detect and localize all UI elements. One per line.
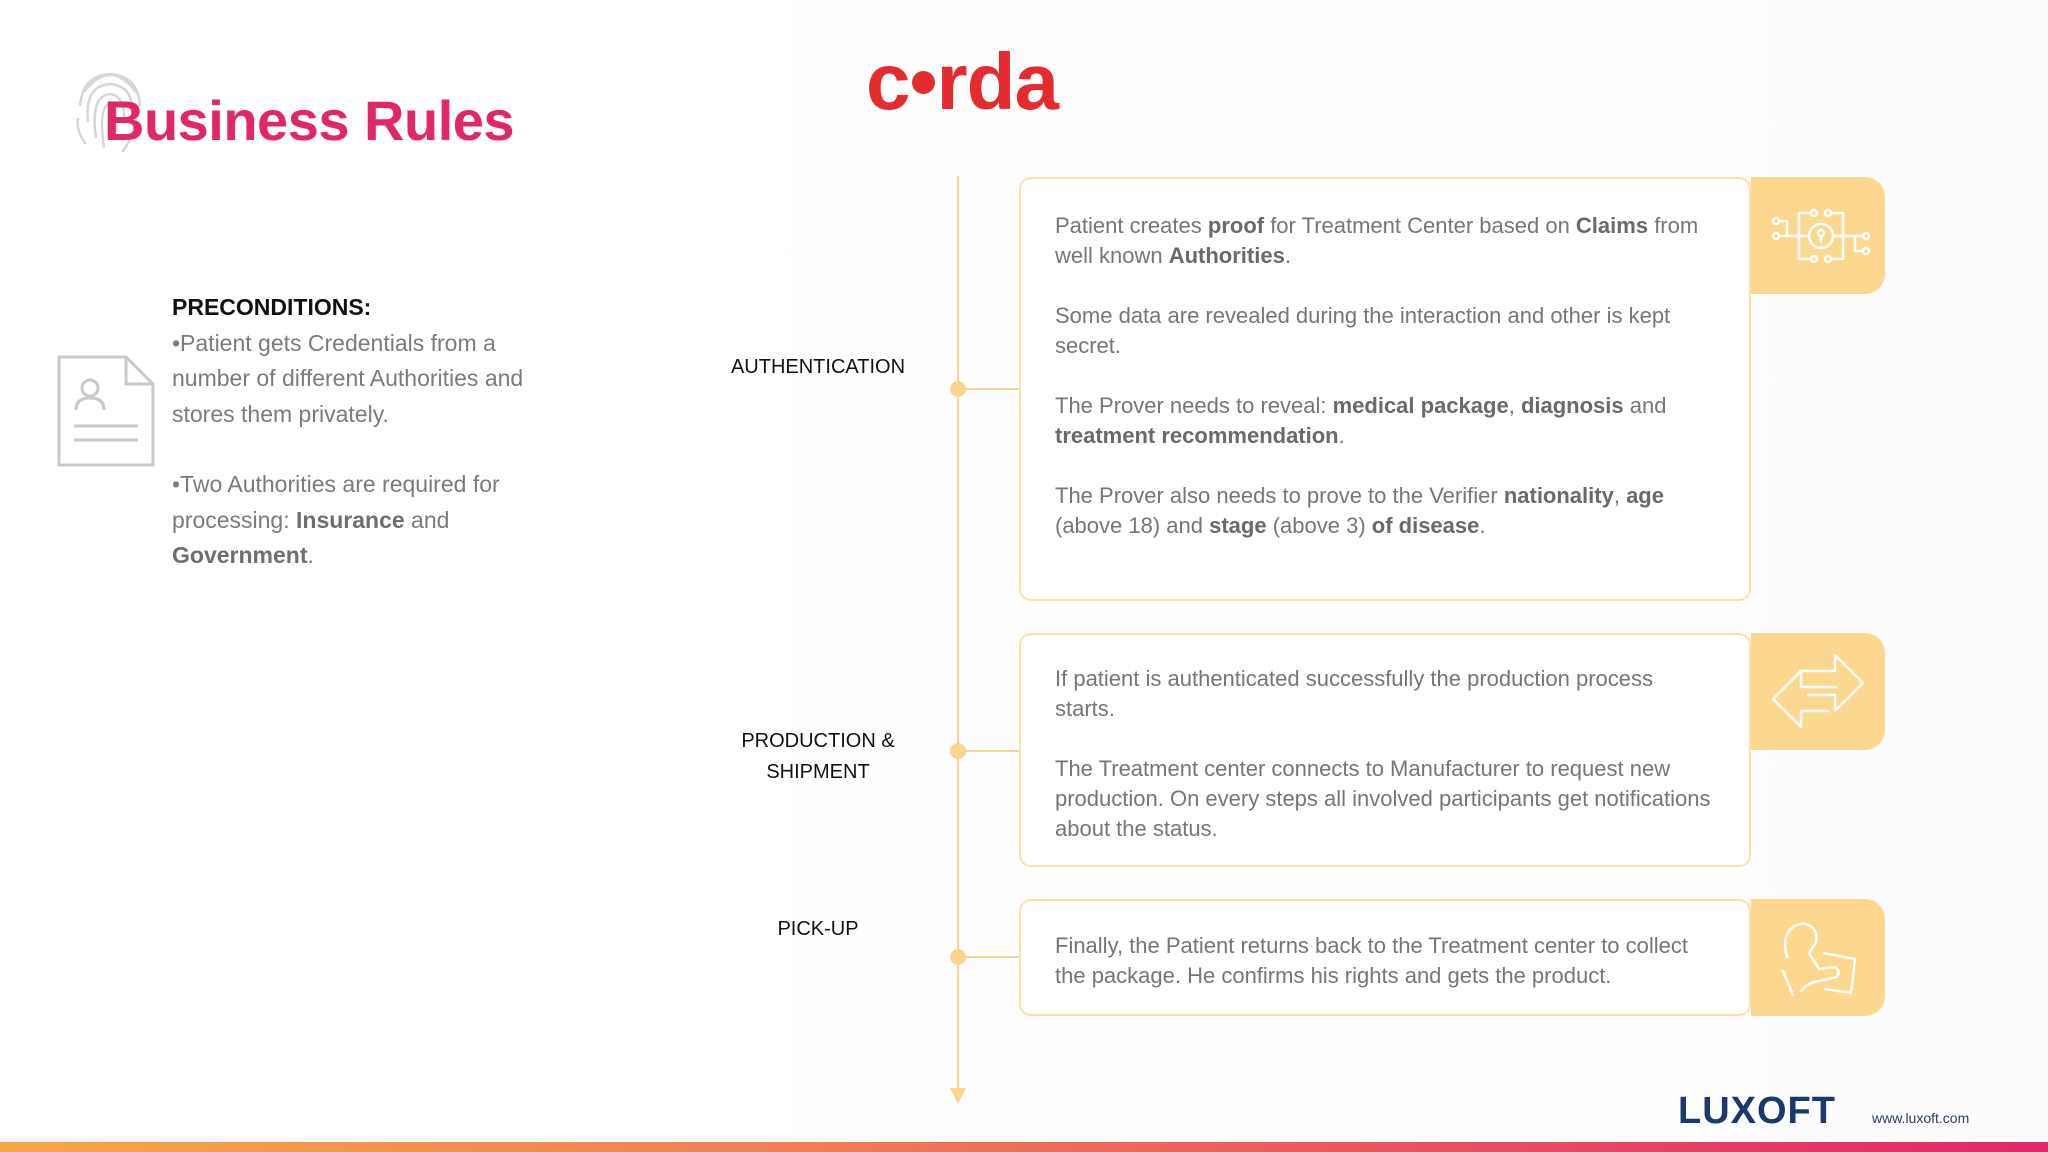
c1p1c: for Treatment Center based on	[1264, 213, 1576, 238]
tab-production	[1751, 633, 1885, 750]
tab-pickup	[1751, 899, 1885, 1016]
card-pickup	[1019, 899, 1751, 1016]
bullet-2-text: •Two Authorities are required for processing:	[172, 471, 500, 533]
c1p1-claims: Claims	[1575, 213, 1649, 238]
precondition-bullet-1: •Patient gets Credentials from a number of different Authorities and stores them privately.	[172, 329, 524, 427]
connector-authentication	[958, 388, 1019, 390]
stage-authentication: AUTHENTICATION	[730, 356, 906, 378]
luxoft-logo: LUXOFT	[1678, 1090, 1836, 1132]
c1p3c: ,	[1508, 393, 1521, 418]
c1p3a: The Prover needs to reveal:	[1055, 393, 1333, 418]
connector-pickup	[958, 956, 1019, 958]
bullet-2-insurance: Insurance	[296, 506, 405, 533]
corda-logo	[866, 37, 1058, 126]
c1p1e: from well known	[1055, 213, 1699, 268]
c1p4-stage: stage	[1209, 513, 1267, 538]
c1p4c: ,	[1613, 483, 1627, 508]
stage-production-line1: PRODUCTION &	[741, 730, 895, 752]
circuit-key-icon	[1771, 205, 1871, 267]
c1p4i: .	[1479, 513, 1486, 538]
document-person-icon	[56, 354, 156, 468]
preconditions-heading: PRECONDITIONS:	[172, 294, 372, 320]
c1p3-treatment: treatment recommendation	[1055, 423, 1339, 448]
c1p3-diagnosis: diagnosis	[1520, 393, 1624, 418]
c1p4-nationality: nationality	[1503, 483, 1614, 508]
page-title: Business Rules	[104, 89, 515, 152]
c1p1a: Patient creates	[1055, 213, 1208, 238]
exchange-arrows-icon	[1769, 649, 1867, 733]
connector-production	[958, 750, 1019, 752]
tab-authentication	[1751, 177, 1885, 294]
stage-production-line2: SHIPMENT	[766, 761, 870, 783]
card2-para2: The Treatment center connects to Manufacturer to request new production. On every steps all involved participants get notifications about the status.	[1055, 756, 1711, 841]
c1p3g: .	[1338, 423, 1345, 448]
c1p4-of-disease: of disease	[1371, 513, 1480, 538]
precondition-bullet-2	[172, 467, 572, 574]
c1p4a: The Prover also needs to prove to the Verifier	[1055, 483, 1504, 508]
c1p3-medical-package: medical package	[1332, 393, 1509, 418]
website-link[interactable]: www.luxoft.com	[1872, 1110, 1970, 1126]
c1p3e: and	[1623, 393, 1667, 418]
bullet-2-and: and	[404, 506, 450, 533]
timeline-arrowhead	[950, 1088, 966, 1104]
card2-para1: If patient is authenticated successfully the production process starts.	[1055, 666, 1654, 721]
c1p4e: (above 18) and	[1055, 513, 1210, 538]
c1p1-authorities: Authorities	[1168, 243, 1285, 268]
card-production	[1019, 633, 1751, 867]
card1-para3	[1055, 391, 1715, 451]
corda-logo-text: c•rda	[866, 37, 1058, 126]
hand-pickup-icon	[1779, 917, 1863, 1001]
bullet-2-period: .	[307, 542, 314, 568]
card-authentication	[1019, 177, 1751, 601]
c1p1g: .	[1284, 243, 1291, 268]
stage-pickup: PICK-UP	[777, 918, 859, 940]
card1-para4	[1055, 481, 1715, 541]
preconditions-block	[172, 290, 572, 574]
bottom-gradient-bar	[0, 1142, 2048, 1152]
card1-para1	[1055, 211, 1715, 271]
stage-production-shipment	[720, 726, 916, 788]
card3-para1: Finally, the Patient returns back to the Treatment center to collect the package. He confirms his rights and gets the product.	[1055, 933, 1689, 988]
card1-para2: Some data are revealed during the interaction and other is kept secret.	[1055, 303, 1671, 358]
c1p4-age: age	[1626, 483, 1664, 508]
bullet-2-government: Government	[172, 542, 308, 568]
c1p4g: (above 3)	[1266, 513, 1372, 538]
c1p1-proof: proof	[1207, 213, 1265, 238]
